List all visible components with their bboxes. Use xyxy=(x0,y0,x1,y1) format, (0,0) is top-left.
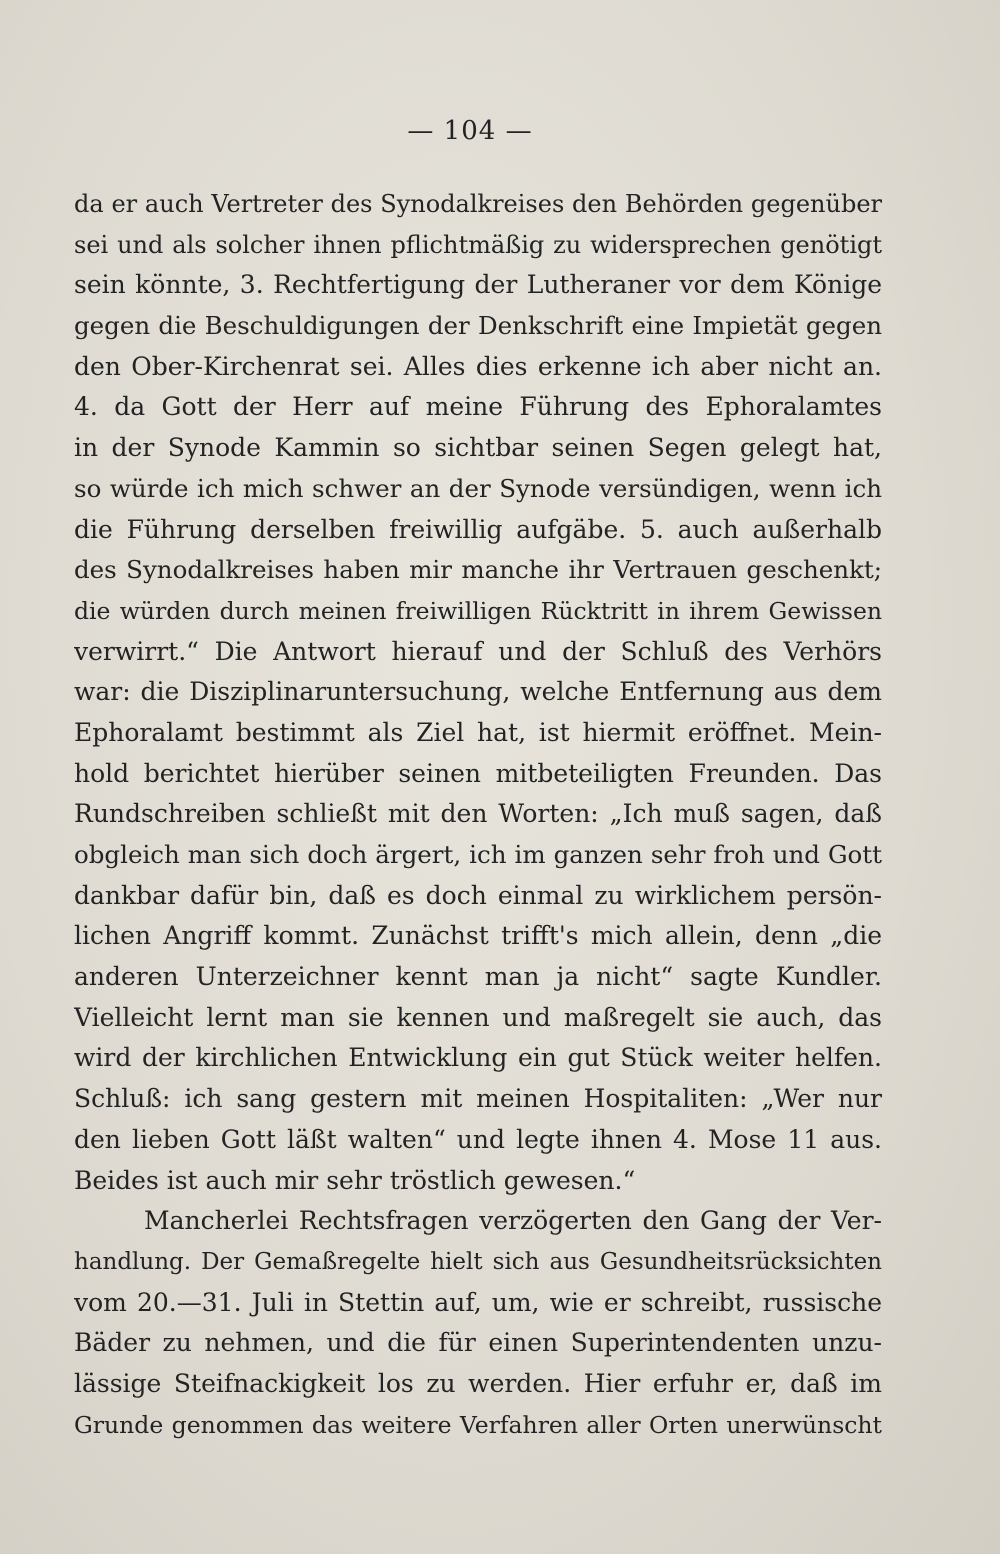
text-line: Ephoralamt bestimmt als Ziel hat, ist hiermit eröffnet. Mein- xyxy=(74,717,882,747)
text-line: den Ober-Kirchenrat sei. Alles dies erkenne ich aber nicht an. xyxy=(74,351,882,381)
text-line: anderen Unterzeichner kennt man ja nicht“ sagte Kundler. xyxy=(74,962,882,992)
body-text xyxy=(74,184,882,1445)
text-line: obgleich man sich doch ärgert, ich im ganzen sehr froh und Gott xyxy=(74,840,882,869)
text-line: da er auch Vertreter des Synodalkreises den Behörden gegenüber xyxy=(74,190,882,218)
text-line: Rundschreiben schließt mit den Worten: „Ich muß sagen, daß xyxy=(74,799,882,829)
text-line: wird der kirchlichen Entwicklung ein gut Stück weiter helfen. xyxy=(74,1043,882,1073)
text-line: dankbar dafür bin, daß es doch einmal zu wirklichem persön- xyxy=(74,880,882,910)
text-line: hold berichtet hierüber seinen mitbeteiligten Freunden. Das xyxy=(74,758,882,788)
text-line: lichen Angriff kommt. Zunächst trifft's mich allein, denn „die xyxy=(74,921,882,951)
text-line: sei und als solcher ihnen pflichtmäßig zu widersprechen genötigt xyxy=(74,230,882,259)
text-line: Schluß: ich sang gestern mit meinen Hospitaliten: „Wer nur xyxy=(74,1084,882,1114)
text-line: in der Synode Kammin so sichtbar seinen Segen gelegt hat, xyxy=(74,433,882,463)
text-line: vom 20.—31. Juli in Stettin auf, um, wie er schreibt, russische xyxy=(74,1287,882,1317)
text-line: Bäder zu nehmen, und die für einen Superintendenten unzu- xyxy=(74,1328,882,1358)
text-line: verwirrt.“ Die Antwort hierauf und der Schluß des Verhörs xyxy=(74,636,882,666)
text-line: gegen die Beschuldigungen der Denkschrift eine Impietät gegen xyxy=(74,311,882,341)
text-line: den lieben Gott läßt walten“ und legte ihnen 4. Mose 11 aus. xyxy=(74,1124,882,1154)
text-line: handlung. Der Gemaßregelte hielt sich aus Gesundheitsrücksichten xyxy=(74,1248,882,1275)
page-number: — 104 — xyxy=(407,116,533,146)
text-line: Vielleicht lernt man sie kennen und maßregelt sie auch, das xyxy=(74,1002,882,1032)
text-line: des Synodalkreises haben mir manche ihr Vertrauen geschenkt; xyxy=(74,555,882,585)
text-line: Grunde genommen das weitere Verfahren aller Orten unerwünscht xyxy=(74,1410,882,1439)
paragraph-end-line: Beides ist auch mir sehr tröstlich gewesen.“ xyxy=(74,1165,636,1195)
text-line: die Führung derselben freiwillig aufgäbe. 5. auch außerhalb xyxy=(74,514,882,544)
text-line: 4. da Gott der Herr auf meine Führung des Ephoralamtes xyxy=(74,392,882,422)
paragraph-start-line: Mancherlei Rechtsfragen verzögerten den Gang der Ver- xyxy=(144,1206,882,1236)
text-line: war: die Disziplinaruntersuchung, welche Entfernung aus dem xyxy=(74,677,882,707)
text-line: lässige Steifnackigkeit los zu werden. Hier erfuhr er, daß im xyxy=(74,1368,882,1398)
text-line: die würden durch meinen freiwilligen Rücktritt in ihrem Gewissen xyxy=(74,596,882,625)
text-line: sein könnte, 3. Rechtfertigung der Lutheraner vor dem Könige xyxy=(74,270,882,300)
text-line: so würde ich mich schwer an der Synode versündigen, wenn ich xyxy=(74,473,882,503)
